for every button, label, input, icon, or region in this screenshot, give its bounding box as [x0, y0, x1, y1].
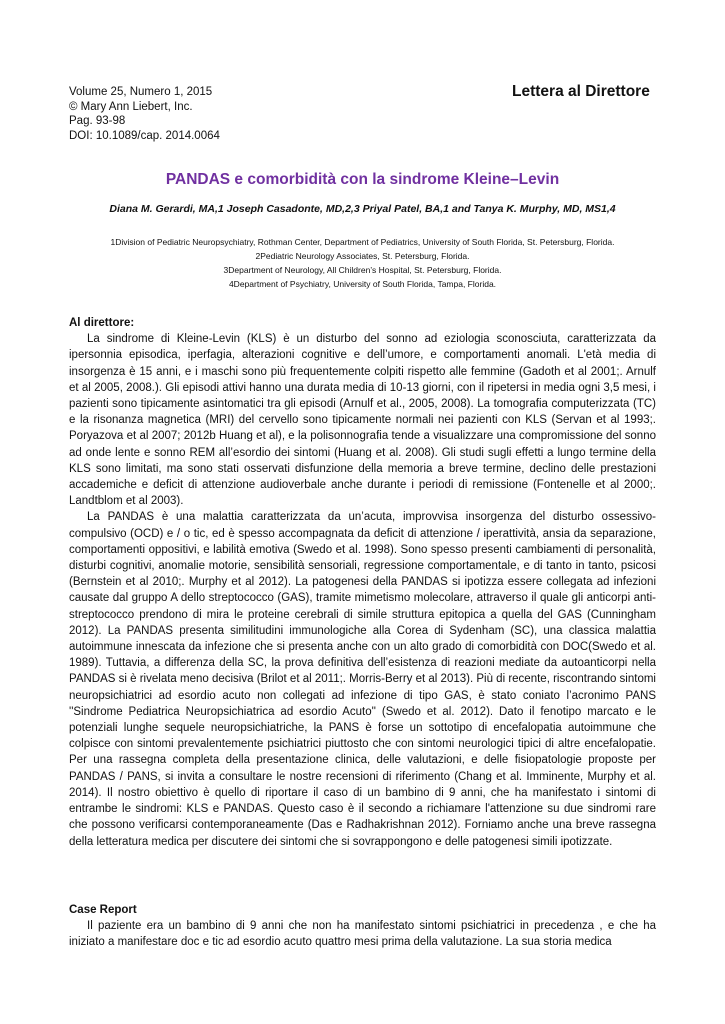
affiliation-2: 2Pediatric Neurology Associates, St. Petersburg, Florida.	[255, 251, 470, 261]
journal-meta	[69, 85, 220, 143]
meta-volume: Volume 25, Numero 1, 2015	[69, 86, 213, 98]
paragraph-pandas: La PANDAS è una malattia caratterizzata da un’acuta, improvvisa insorgenza del disturbo ossessivo-compulsivo (OCD) e / o tic, ed è spesso accompagnata da deficit di attenzione / iperattività, ansia da separazione, comportamenti oppositivi, e labilità emotiva (Swedo et al. 1998). Sono spesso presenti cambiamenti di personalità, disturbi cognitivi, anomalie motorie, sensibilità sensoriali, regressione comportamentale, e di tanto in tanto, psicosi (Bernstein et al 2010;. Murphy et al 2012). La patogenesi della PANDAS si ipotizza essere collegata ad infezioni causate dal gruppo A dello streptococco (GAS), tramite mimetismo molecolare, attraverso il quale gli anticorpi anti-streptococco prendono di mira le proteine cerebrali di simile struttura epitopica a quella del GAS (Cunningham 2012). La PANDAS presenta similitudini immunologiche alla Corea di Sydenham (SC), una classica malattia autoimmune innescata da infezione che si presenta anche con un alto grado di comorbidità con DOC(Swedo et al. 1989). Tuttavia, a differenza della SC, la prova definitiva dell’esistenza di reazioni mediate da autoanticorpi nella PANDAS si è rivelata meno decisiva (Brilot et al 2011;. Morris-Berry et al 2013). Più di recente, riscontrando sintomi neuropsichiatrici ad esordio acuto non collegati ad infezione di tipo GAS, è stato coniato l’acronimo PANS ''Sindrome Pediatrica Neuropsichiatrica ad esordio Acuto'' (Swedo et al. 2012). Dato il fenotipo marcato e le potenziali lunghe sequele neuropsichiatriche, la PANS è forse un sottotipo di encefalopatia autoimmune che colpisce con sintomi prevalentemente psichiatrici piuttosto che con sintomi neurologici tipici di altre encefalopatie. Per una rassegna completa della presentazione clinica, delle valutazioni, e delle fisiopatologie proposte per PANDAS / PANS, si invita a consultare le nostre recensioni di riferimento (Chang et al. Imminente, Murphy et al. 2014). Il nostro obiettivo è quello di riportare il caso di un bambino di 9 anni, che ha manifestato i sintomi di entrambe le sindromi: KLS e PANDAS. Questo caso è il secondo a richiamare l'attenzione su due sindromi rare che possono verificarsi contemporaneamente (Das e Radhakrishnan 2012). Forniamo anche una breve rassegna della letteratura medica per discutere dei sintomi che si sovrappongono e delle patogenesi simili ipotizzate.	[69, 511, 656, 848]
affiliations	[0, 235, 725, 291]
paragraph-kls: La sindrome di Kleine-Levin (KLS) è un disturbo del sonno ad eziologia sconosciuta, caratterizzata da ipersonnia episodica, iperfagia, alterazioni cognitive e dell’umore, e comportamenti anomali. L'età media di insorgenza è 15 anni, e i maschi sono più frequentemente colpiti rispetto alle femmine (Gadoth et al 2001;. Arnulf et al 2005, 2008.). Gli episodi attivi hanno una durata media di 10-13 giorni, con il ripetersi in media ogni 3,5 mesi, i pazienti sono tipicamente asintomatici tra gli episodi (Arnulf et al., 2005, 2008). La tomografia computerizzata (TC) e la risonanza magnetica (MRI) del cervello sono tipicamente normali nei pazienti con KLS (Servan et al 1993;. Poryazova et al 2007; 2012b Huang et al), e la polisonnografia tende a visualizzare una compromissione del sonno ad onde lente e sonno REM all’esordio dei sintomi (Huang et al. 2008). Gli studi sugli effetti a lungo termine della KLS sono limitati, ma sono stati osservati disfunzione della memoria a breve termine, declino delle prestazioni accademiche e deficit di attenzione audioverbale anche durante i periodi di remissione (Fontenelle et al 2000;. Landtblom et al 2003).	[69, 333, 656, 508]
article-title: PANDAS e comorbidità con la sindrome Kleine–Levin	[165, 171, 560, 188]
meta-copyright: © Mary Ann Liebert, Inc.	[69, 100, 193, 113]
meta-doi: DOI: 10.1089/cap. 2014.0064	[69, 129, 220, 142]
letter-body	[69, 315, 656, 850]
affiliation-1: 1Division of Pediatric Neuropsychiatry, Rothman Center, Department of Pediatrics, University of South Florida, St. Petersburg, Florida.	[110, 237, 615, 247]
paragraph-case: Il paziente era un bambino di 9 anni che non ha manifestato sintomi psichiatrici in precedenza , e che ha iniziato a manifestare doc e tic ad esordio acuto quattro mesi prima della valutazione. La sua storia medica	[69, 920, 656, 949]
meta-pages: Pag. 93-98	[69, 115, 126, 127]
author-list: Diana M. Gerardi, MA,1 Joseph Casadonte, MD,2,3 Priyal Patel, BA,1 and Tanya K. Murphy, MD, MS1,4	[109, 203, 616, 215]
case-report-section	[69, 902, 656, 951]
affiliation-4: 4Department of Psychiatry, University of South Florida, Tampa, Florida.	[228, 279, 497, 289]
section-label: Lettera al Direttore	[512, 83, 650, 100]
case-report-heading: Case Report	[69, 904, 137, 916]
affiliation-3: 3Department of Neurology, All Children’s Hospital, St. Petersburg, Florida.	[223, 265, 502, 275]
salutation: Al direttore:	[69, 317, 135, 329]
